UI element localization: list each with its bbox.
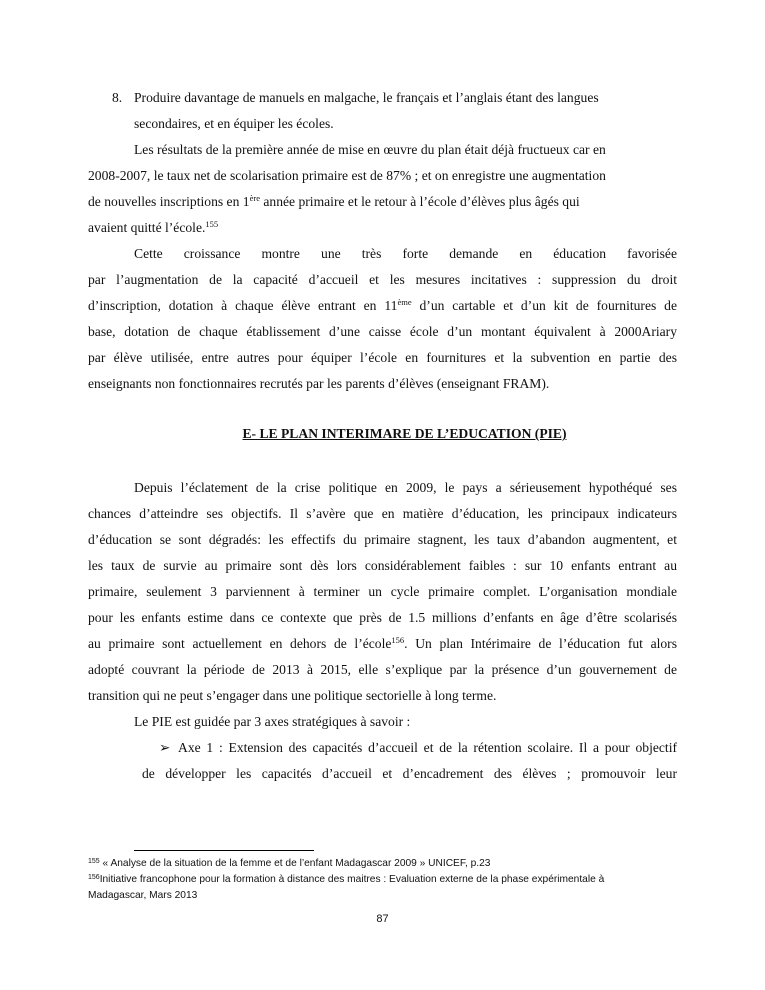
paragraph-line: enseignants non fonctionnaires recrutés par les parents d’élèves (enseignant FRAM). xyxy=(88,376,550,391)
bullet-text-line2: de développer les capacités d’accueil et d’encadrement des élèves ; promouvoir leur xyxy=(142,766,677,781)
superscript: ème xyxy=(397,297,412,307)
footnote-text: « Analyse de la situation de la femme et de l’enfant Madagascar 2009 » UNICEF, p.23 xyxy=(99,858,491,869)
paragraph-line: Le PIE est guidée par 3 axes stratégiques à savoir : xyxy=(134,714,411,729)
paragraph-line xyxy=(88,634,677,654)
paragraph-line: base, dotation de chaque établissement d’une caisse école d’un montant équivalent à 2000Ariary xyxy=(88,324,677,339)
section-heading xyxy=(0,424,765,444)
text-span: au primaire sont actuellement en dehors de l’école xyxy=(88,636,392,651)
paragraph-line: d’éducation se sont dégradés: les effectifs du primaire stagnent, les taux d’abandon augmentent, et xyxy=(88,532,677,547)
paragraph-line: par l’augmentation de la capacité d’accueil et les mesures incitatives : suppression du droit xyxy=(88,272,677,287)
text-span: d’un cartable et d’un kit de fournitures de xyxy=(411,298,677,313)
paragraph-line: chances d’atteindre ses objectifs. Il s’avère que en matière d’éducation, les principaux indicateurs xyxy=(88,506,677,521)
footnote-156 xyxy=(88,872,604,887)
footnote-155 xyxy=(88,856,490,871)
superscript: ère xyxy=(249,193,260,203)
paragraph-line xyxy=(88,218,218,238)
list-item-number: 8. xyxy=(112,90,123,105)
footnote-text: Initiative francophone pour la formation à distance des maitres : Evaluation externe de la phase expérimentale à xyxy=(99,874,605,885)
footnote-ref[interactable]: 156 xyxy=(391,635,405,645)
bullet-text-line1: Axe 1 : Extension des capacités d’accueil et de la rétention scolaire. Il a pour objectif xyxy=(178,740,677,755)
paragraph-line: adopté couvrant la période de 2013 à 2015, elle s’explique par la présence d’un gouvernement de xyxy=(88,662,677,677)
footnote-ref[interactable]: 155 xyxy=(205,219,219,229)
paragraph-line: Les résultats de la première année de mise en œuvre du plan était déjà fructueux car en xyxy=(134,142,606,157)
paragraph-line: primaire, seulement 3 parviennent à terminer un cycle primaire complet. L’organisation mondiale xyxy=(88,584,677,599)
text-span: d’inscription, dotation à chaque élève entrant en 11 xyxy=(88,298,398,313)
list-item-text-line2: secondaires, et en équiper les écoles. xyxy=(134,116,334,131)
paragraph-line: Depuis l’éclatement de la crise politique en 2009, le pays a sérieusement hypothéqué ses xyxy=(134,480,677,495)
paragraph-line: Cette croissance montre une très forte demande en éducation favorisée xyxy=(134,246,677,261)
footnote-separator xyxy=(134,850,314,851)
paragraph-line: les taux de survie au primaire sont dès lors considérablement faibles : sur 10 enfants entrant au xyxy=(88,558,677,573)
list-item-text-line1: Produire davantage de manuels en malgache, le français et l’anglais étant des langues xyxy=(134,90,599,105)
text-span: . Un plan Intérimaire de l’éducation fut alors xyxy=(404,636,677,651)
text-span: avaient quitté l’école. xyxy=(88,220,206,235)
paragraph-line xyxy=(88,192,580,212)
page-number: 87 xyxy=(376,913,389,925)
paragraph-line: transition qui ne peut s’engager dans une politique sectorielle à long terme. xyxy=(88,688,497,703)
section-heading-text: E- LE PLAN INTERIMARE DE L’EDUCATION (PIE) xyxy=(242,426,567,441)
bullet-arrow-icon: ➢ xyxy=(159,740,171,755)
paragraph-line xyxy=(88,296,677,316)
paragraph-line: pour les enfants estime dans ce contexte que près de 1.5 millions d’enfants en âge d’être scolarisés xyxy=(88,610,677,625)
text-span: année primaire et le retour à l’école d’élèves plus âgés qui xyxy=(259,194,580,209)
paragraph-line: par élève utilisée, entre autres pour équiper l’école en fournitures et la subvention en partie des xyxy=(88,350,677,365)
footnote-number: 156 xyxy=(88,874,100,881)
text-span: de nouvelles inscriptions en 1 xyxy=(88,194,250,209)
paragraph-line: 2008-2007, le taux net de scolarisation primaire est de 87% ; et on enregistre une augmentation xyxy=(88,168,606,183)
footnote-156-continued: Madagascar, Mars 2013 xyxy=(88,890,198,901)
footnote-number: 155 xyxy=(88,858,100,865)
